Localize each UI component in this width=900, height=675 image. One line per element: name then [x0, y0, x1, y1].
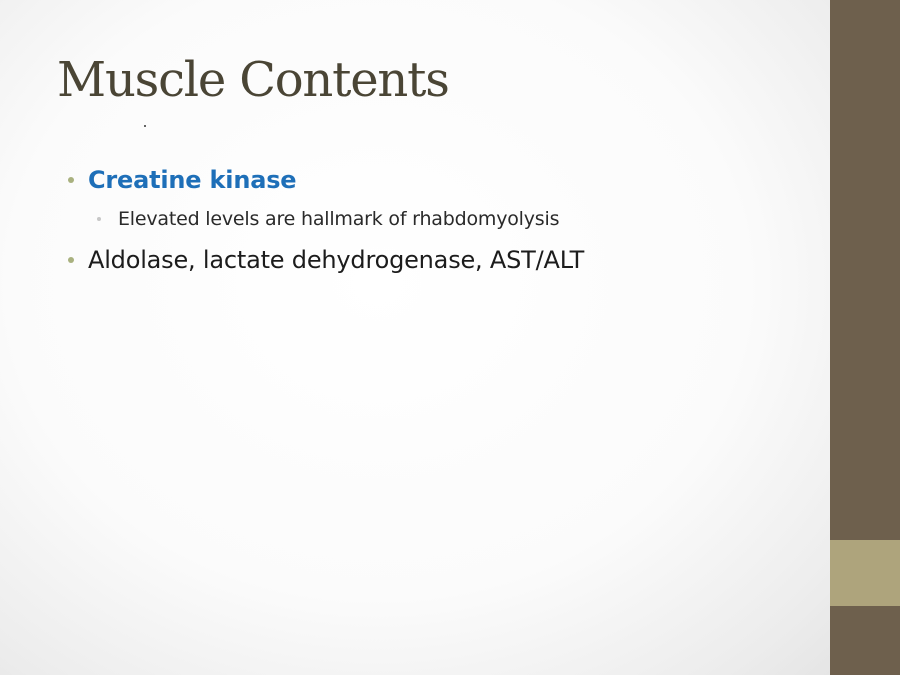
slide-title: Muscle Contents	[57, 52, 449, 108]
sub-bullet-item	[97, 208, 559, 230]
bullet-dot-icon	[68, 257, 74, 263]
bullet-text: Aldolase, lactate dehydrogenase, AST/ALT	[88, 246, 585, 274]
bullet-text: Creatine kinase	[88, 166, 297, 194]
sub-bullet-dot-icon	[97, 217, 101, 221]
bullet-item-enzymes	[68, 246, 584, 274]
bullet-dot-icon	[68, 177, 74, 183]
sidebar-accent-block	[830, 540, 900, 606]
sub-bullet-text: Elevated levels are hallmark of rhabdomyolysis	[118, 208, 560, 230]
bullet-item-creatine-kinase	[68, 166, 296, 194]
